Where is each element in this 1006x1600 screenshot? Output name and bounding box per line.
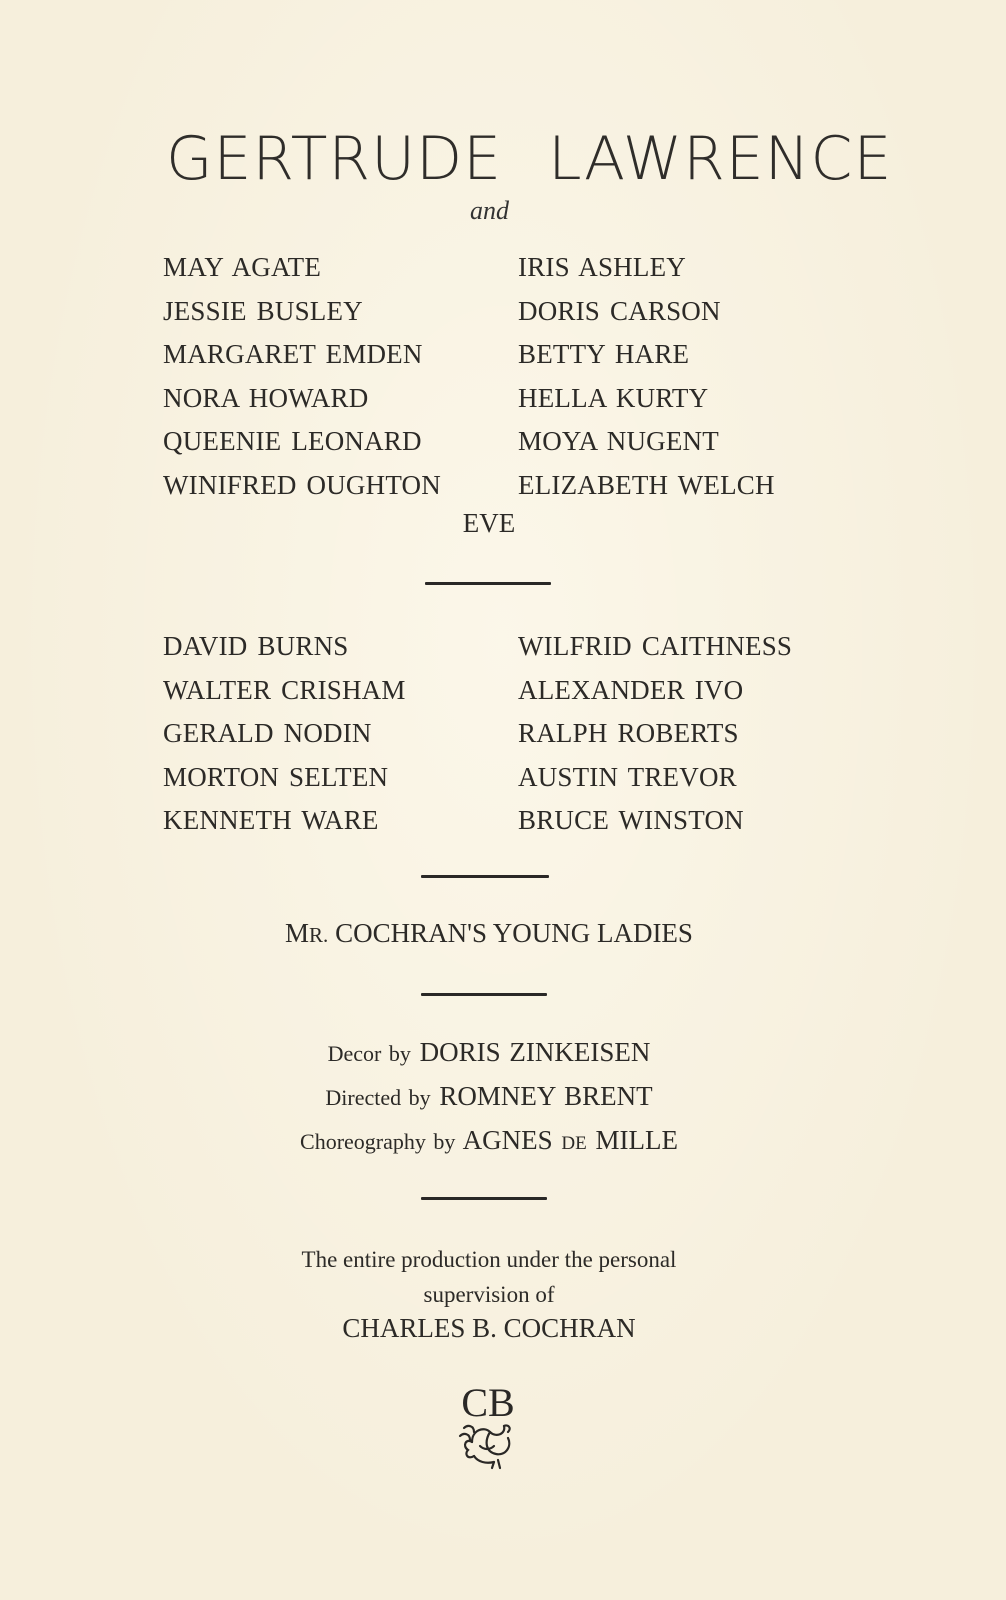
cast-list-men bbox=[163, 625, 843, 843]
cast-name-eve: EVE bbox=[462, 508, 516, 538]
cast-name: AUSTIN TREVOR bbox=[518, 761, 737, 792]
cast-name: HELLA KURTY bbox=[518, 382, 709, 413]
credit-name: AGNES bbox=[462, 1125, 553, 1155]
cast-name: DORIS CARSON bbox=[518, 295, 721, 326]
supervision-line-2: supervision of bbox=[423, 1282, 555, 1307]
and-connector: and bbox=[470, 196, 509, 225]
credit-director bbox=[0, 1081, 978, 1112]
cast-name: BRUCE WINSTON bbox=[518, 805, 744, 835]
credit-name-particle: DE bbox=[561, 1133, 587, 1154]
rooster-icon bbox=[460, 1425, 510, 1468]
cast-name: IRIS ASHLEY bbox=[518, 252, 686, 282]
cast-name: JESSIE BUSLEY bbox=[163, 295, 363, 326]
cast-name: ALEXANDER IVO bbox=[518, 674, 744, 705]
cast-name: MAY AGATE bbox=[163, 252, 322, 282]
supervision-line-1: The entire production under the personal bbox=[301, 1247, 677, 1272]
credit-name: ROMNEY BRENT bbox=[439, 1081, 653, 1111]
divider-rule bbox=[421, 875, 549, 878]
cast-list-women bbox=[163, 246, 843, 507]
credit-role: Choreography by bbox=[300, 1129, 456, 1154]
credit-decor bbox=[0, 1037, 978, 1068]
headliner-name: GERTRUDE LAWRENCE bbox=[166, 124, 893, 194]
divider-rule bbox=[425, 582, 551, 585]
cast-name: MARGARET EMDEN bbox=[163, 339, 423, 369]
cast-name: KENNETH WARE bbox=[163, 805, 379, 835]
cb-monogram-logo bbox=[450, 1380, 526, 1470]
cast-name: RALPH ROBERTS bbox=[518, 718, 739, 748]
cast-name: DAVID BURNS bbox=[163, 631, 349, 661]
divider-rule bbox=[421, 993, 547, 996]
young-ladies-prefix-m: M bbox=[285, 918, 310, 948]
logo-monogram-text: CB bbox=[461, 1380, 515, 1425]
cast-name: WINIFRED OUGHTON bbox=[163, 469, 441, 500]
young-ladies-line bbox=[0, 918, 978, 949]
producer-name: CHARLES B. COCHRAN bbox=[342, 1313, 636, 1343]
credit-role: Decor by bbox=[327, 1041, 411, 1066]
young-ladies-text: COCHRAN'S YOUNG LADIES bbox=[328, 918, 693, 948]
credit-choreography bbox=[0, 1125, 978, 1156]
cast-name: ELIZABETH WELCH bbox=[518, 469, 775, 500]
cast-name: WILFRID CAITHNESS bbox=[518, 631, 793, 661]
credit-role: Directed by bbox=[325, 1085, 431, 1110]
cast-name: NORA HOWARD bbox=[163, 382, 369, 413]
cast-name: BETTY HARE bbox=[518, 339, 690, 369]
divider-rule bbox=[421, 1197, 547, 1200]
credit-name: MILLE bbox=[595, 1125, 678, 1155]
cast-name: MOYA NUGENT bbox=[518, 426, 719, 456]
credit-name: DORIS ZINKEISEN bbox=[419, 1037, 651, 1067]
cast-name: QUEENIE LEONARD bbox=[163, 426, 422, 456]
cast-name: GERALD NODIN bbox=[163, 718, 372, 748]
cast-name: MORTON SELTEN bbox=[163, 761, 389, 792]
young-ladies-prefix-r: R. bbox=[309, 923, 329, 947]
cast-name: WALTER CRISHAM bbox=[163, 674, 406, 705]
